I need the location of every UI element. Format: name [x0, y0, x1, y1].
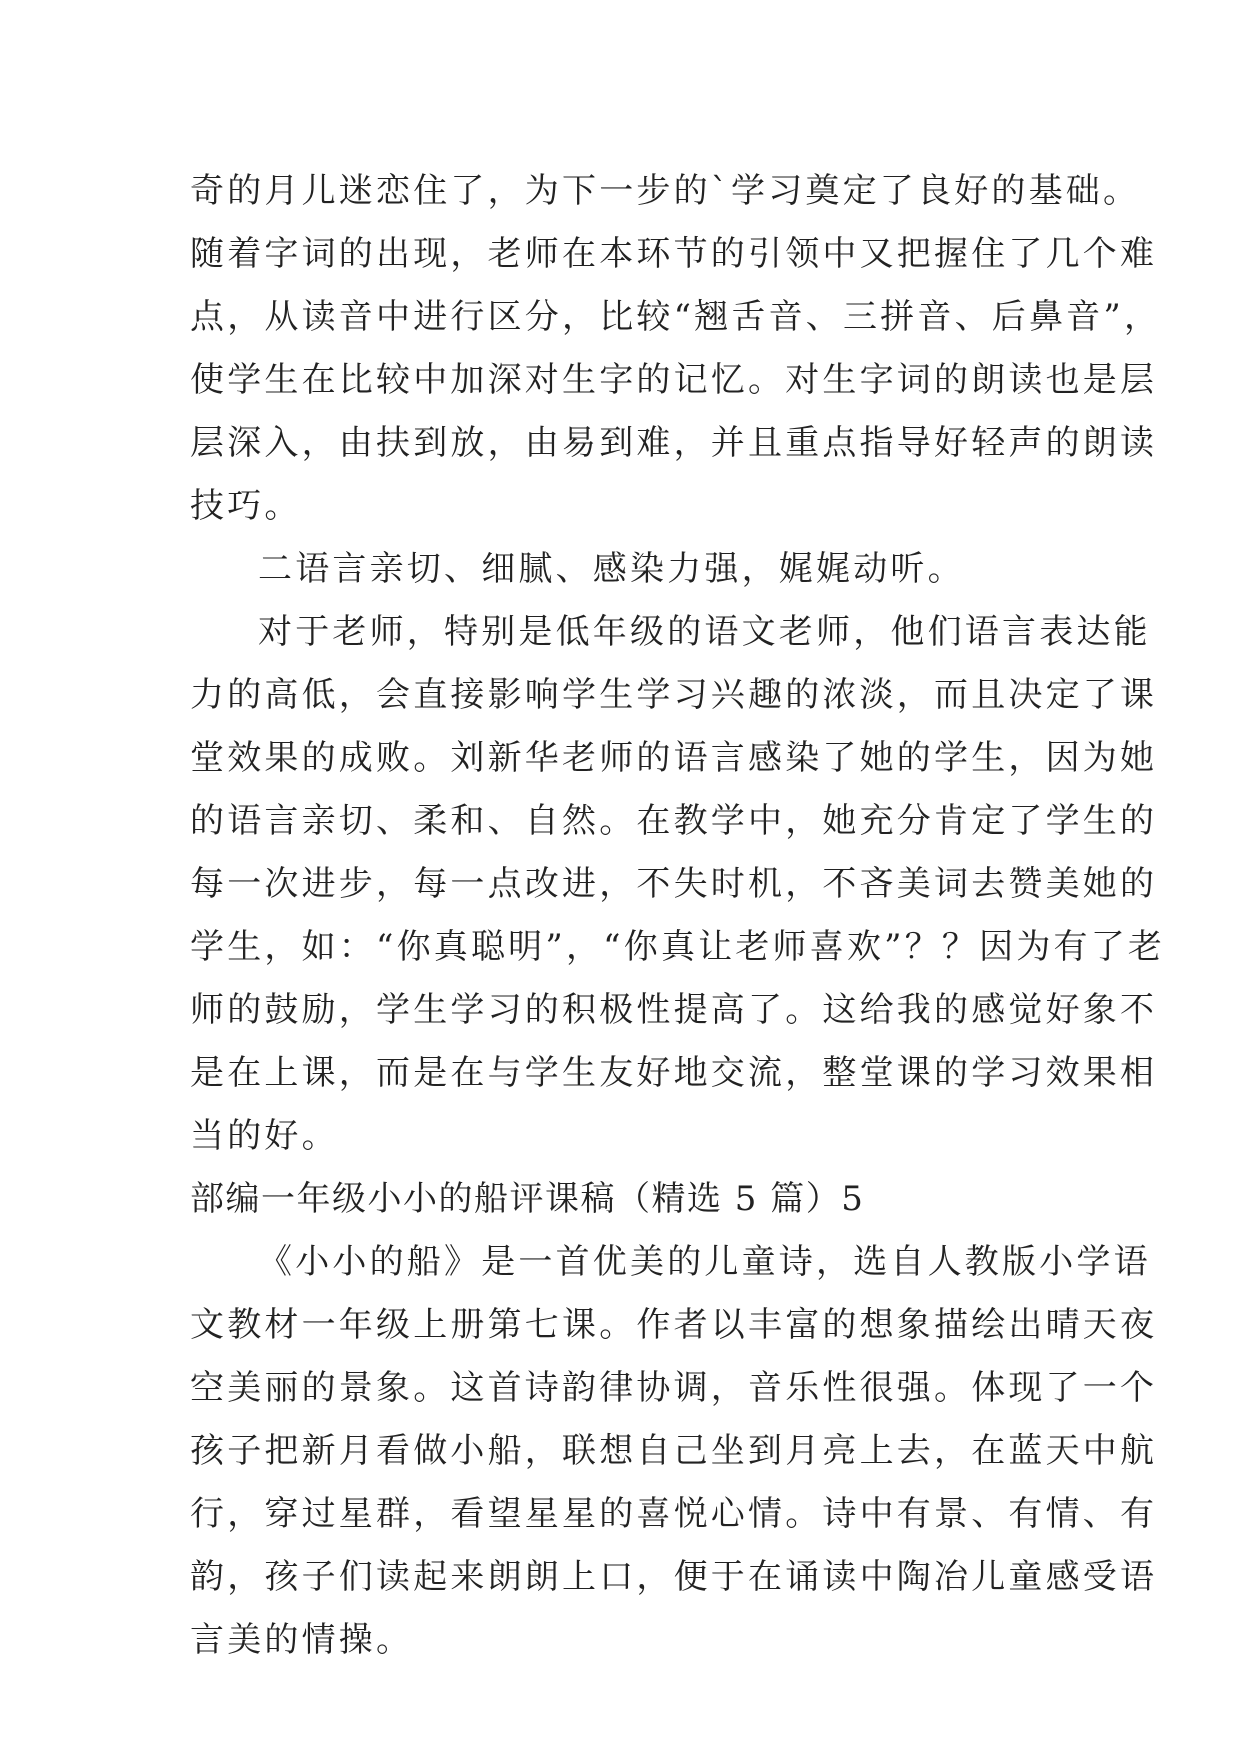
text-line: 每一次进步，每一点改进，不失时机，不吝美词去赞美她的: [190, 864, 1158, 904]
text-line: 奇的月儿迷恋住了，为下一步的`学习奠定了良好的基础。: [190, 171, 1141, 211]
text-line: 堂效果的成败。刘新华老师的语言感染了她的学生，因为她: [190, 738, 1158, 778]
text-line: 点，从读音中进行区分，比较“翘舌音、三拼音、后鼻音”，: [190, 297, 1162, 337]
paragraph-start-line: 《小小的船》是一首优美的儿童诗，选自人教版小学语: [258, 1242, 1151, 1282]
text-line: 韵，孩子们读起来朗朗上口，便于在诵读中陶冶儿童感受语: [190, 1557, 1158, 1597]
text-line: 行，穿过星群，看望星星的喜悦心情。诗中有景、有情、有: [190, 1494, 1158, 1534]
text-line: 师的鼓励，学生学习的积极性提高了。这给我的感觉好象不: [190, 990, 1158, 1030]
paragraph-start-line: 对于老师，特别是低年级的语文老师，他们语言表达能: [258, 612, 1151, 652]
text-line: 使学生在比较中加深对生字的记忆。对生字词的朗读也是层: [190, 360, 1158, 400]
text-line: 层深入，由扶到放，由易到难，并且重点指导好轻声的朗读: [190, 423, 1158, 463]
text-line: 的语言亲切、柔和、自然。在教学中，她充分肯定了学生的: [190, 801, 1158, 841]
text-line: 言美的情操。: [190, 1620, 414, 1660]
document-body: [190, 160, 1166, 1672]
text-line: 力的高低，会直接影响学生学习兴趣的浓淡，而且决定了课: [190, 675, 1158, 715]
text-line: 空美丽的景象。这首诗韵律协调，音乐性很强。体现了一个: [190, 1368, 1158, 1408]
text-line: 当的好。: [190, 1116, 339, 1156]
section-heading-line: 二语言亲切、细腻、感染力强，娓娓动听。: [258, 549, 965, 589]
text-line: 文教材一年级上册第七课。作者以丰富的想象描绘出晴天夜: [190, 1305, 1158, 1345]
text-line: 技巧。: [190, 486, 302, 526]
text-line: 学生，如：“你真聪明”，“你真让老师喜欢”？？因为有了老: [190, 927, 1166, 967]
text-line: 是在上课，而是在与学生友好地交流，整堂课的学习效果相: [190, 1053, 1158, 1093]
text-line: 随着字词的出现，老师在本环节的引领中又把握住了几个难: [190, 234, 1158, 274]
text-line: 孩子把新月看做小船，联想自己坐到月亮上去，在蓝天中航: [190, 1431, 1158, 1471]
article-title: 部编一年级小小的船评课稿（精选 5 篇）5: [190, 1179, 865, 1219]
